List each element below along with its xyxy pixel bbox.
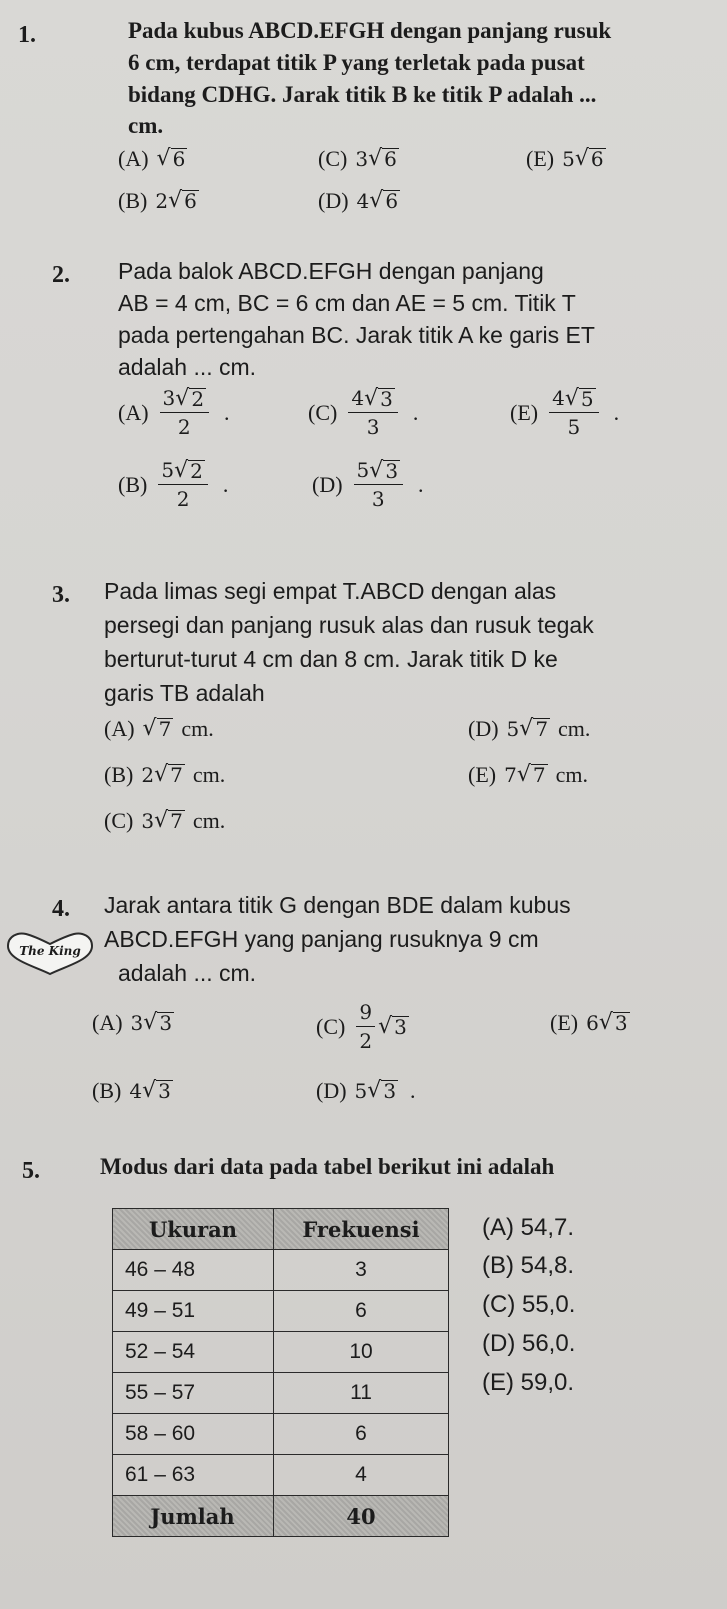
option-e[interactable]: (E) 5 √ 6 [526, 146, 604, 171]
option-d[interactable]: (D) 4 √ 6 [318, 188, 399, 213]
option-c[interactable]: (C) 4 √ 3 3 . [308, 386, 419, 439]
radicand: 6 [590, 147, 604, 171]
table-cell: 61 – 63 [113, 1455, 274, 1496]
option-b[interactable]: (B) 4 √ 3 [92, 1078, 171, 1103]
question-text-line: 6 cm, terdapat titik P yang terletak pada pusat [128, 50, 585, 75]
radicand: 7 [158, 717, 172, 741]
option-e[interactable]: (E) 59,0. [482, 1369, 575, 1396]
question-number: 1. [18, 22, 36, 48]
coefficient: 4 [356, 189, 370, 213]
question-text-line: pada pertengahan BC. Jarak titik A ke garis ET [118, 322, 595, 348]
denominator: 5 [567, 415, 581, 439]
table-row [113, 1373, 449, 1414]
coefficient: 3 [130, 1011, 144, 1035]
table-cell: 10 [274, 1332, 449, 1373]
table-cell: 58 – 60 [113, 1414, 274, 1455]
radicand: 3 [159, 1011, 173, 1035]
table-row [113, 1250, 449, 1291]
question-text-line: ABCD.EFGH yang panjang rusuknya 9 cm [104, 926, 539, 952]
radicand: 6 [172, 147, 186, 171]
option-label: (A) [118, 399, 149, 425]
option-label: (E) [510, 399, 539, 425]
option-label: (D) [312, 471, 343, 497]
radicand: 3 [380, 387, 393, 411]
question-text-line: Pada balok ABCD.EFGH dengan panjang [118, 258, 544, 284]
radicand: 2 [191, 387, 205, 411]
option-label: (A) [104, 716, 135, 741]
table-row [113, 1414, 449, 1455]
table-cell: 4 [274, 1455, 449, 1496]
coefficient: 7 [504, 763, 517, 787]
option-e[interactable]: (E) 7 √ 7 cm. [468, 762, 588, 787]
coefficient: 2 [141, 763, 155, 787]
radicand: 3 [158, 1079, 171, 1103]
option-e[interactable]: (E) 6 √ 3 [550, 1010, 628, 1035]
coefficient: 5 [506, 717, 520, 741]
option-label: (D) [318, 188, 349, 213]
radicand: 7 [535, 717, 549, 741]
table-row [113, 1455, 449, 1496]
option-b[interactable]: (B) 54,8. [482, 1252, 575, 1279]
coefficient: 4 [351, 386, 365, 410]
table-cell: 11 [274, 1373, 449, 1414]
question-text-line: Jarak antara titik G dengan BDE dalam kubus [104, 892, 571, 918]
option-d[interactable]: (D) 5 √ 7 cm. [468, 716, 591, 741]
table-header: Ukuran [113, 1209, 274, 1250]
option-e[interactable]: (E) 4 √ 5 5 . [510, 386, 620, 439]
option-b[interactable]: (B) 2 √ 7 cm. [104, 762, 226, 787]
table-cell: 40 [274, 1496, 449, 1537]
option-d[interactable]: (D) 5 √ 3 3 . [312, 458, 424, 511]
radicand: 5 [580, 387, 594, 411]
option-d[interactable]: (D) 5 √ 3 . [316, 1078, 416, 1103]
option-a[interactable]: (A) 3 √ 3 [92, 1010, 173, 1035]
radicand: 6 [384, 147, 397, 171]
coefficient: 5 [354, 1079, 368, 1103]
coefficient: 4 [552, 386, 565, 410]
the-king-logo [4, 930, 96, 976]
coefficient: 5 [161, 458, 175, 482]
option-label: (A) [92, 1010, 123, 1035]
coefficient: 2 [155, 189, 169, 213]
option-label: (D) [468, 716, 499, 741]
coefficient: 5 [356, 458, 370, 482]
radicand: 7 [532, 763, 546, 787]
question-text-line: garis TB adalah [104, 680, 265, 706]
denominator: 2 [359, 1029, 373, 1053]
option-label: (A) [118, 146, 149, 171]
denominator: 3 [371, 487, 385, 511]
table-cell: 55 – 57 [113, 1373, 274, 1414]
denominator: 2 [177, 415, 191, 439]
option-a[interactable]: (A) 54,7. [482, 1214, 575, 1241]
table-cell: 46 – 48 [113, 1250, 274, 1291]
table-cell: 6 [274, 1291, 449, 1332]
radicand: 3 [383, 1079, 397, 1103]
option-d[interactable]: (D) 56,0. [482, 1330, 576, 1357]
question-text-line: bidang CDHG. Jarak titik B ke titik P adalah ... [128, 82, 597, 107]
option-label: (B) [104, 762, 134, 787]
unit: cm. [181, 716, 214, 741]
question-text-line: persegi dan panjang rusuk alas dan rusuk tegak [104, 612, 594, 638]
question-number: 5. [22, 1158, 40, 1184]
question-number: 3. [52, 582, 70, 608]
option-label: (D) [316, 1078, 347, 1103]
option-label: (C) [104, 808, 134, 833]
option-label: (B) [118, 471, 148, 497]
option-label: (C) [316, 1013, 346, 1039]
question-text-line: cm. [128, 113, 164, 138]
radicand: 3 [394, 1014, 407, 1039]
radicand: 6 [184, 189, 197, 213]
option-label: (E) [526, 146, 555, 171]
radicand: 6 [385, 189, 399, 213]
table-cell: 49 – 51 [113, 1291, 274, 1332]
question-text-line: Pada limas segi empat T.ABCD dengan alas [104, 578, 557, 604]
option-label: (B) [118, 188, 148, 213]
option-a[interactable]: (A) √ 7 cm. [104, 716, 214, 741]
radicand: 3 [385, 459, 399, 483]
coefficient: 5 [562, 147, 575, 171]
denominator: 2 [176, 487, 190, 511]
table-cell: 6 [274, 1414, 449, 1455]
question-number: 2. [52, 262, 70, 288]
table-cell: 3 [274, 1250, 449, 1291]
question-text-line: adalah ... cm. [118, 960, 257, 986]
option-label: (C) [318, 146, 348, 171]
option-c[interactable]: (C) $\frac{9}{2}$ √ 3 [316, 1000, 407, 1053]
question-text-line: Modus dari data pada tabel berikut ini adalah [100, 1154, 555, 1179]
radicand: 7 [170, 763, 183, 787]
option-c[interactable]: (C) 55,0. [482, 1291, 576, 1318]
coefficient: 6 [586, 1011, 599, 1035]
radicand: 3 [614, 1011, 628, 1035]
option-label: (E) [550, 1010, 579, 1035]
table-row [113, 1332, 449, 1373]
table-header: Frekuensi [274, 1209, 449, 1250]
table-cell: 52 – 54 [113, 1332, 274, 1373]
unit: cm. [192, 808, 226, 833]
option-c[interactable]: (C) 3 √ 7 cm. [104, 808, 226, 833]
unit: cm. [555, 762, 588, 787]
unit: cm. [192, 762, 226, 787]
table-header-row [113, 1209, 449, 1250]
unit: cm. [558, 716, 591, 741]
numerator: 9 [356, 1000, 375, 1027]
option-c[interactable]: (C) 3 √ 6 [318, 146, 397, 171]
question-text-line: AB = 4 cm, BC = 6 cm dan AE = 5 cm. Titik T [118, 290, 576, 316]
radicand: 7 [170, 809, 183, 833]
question-text-line: adalah ... cm. [118, 354, 257, 380]
question-number: 4. [52, 896, 70, 922]
table-row [113, 1291, 449, 1332]
option-a[interactable]: (A) √ 6 [118, 146, 186, 171]
option-a[interactable]: (A) 3 √ 2 2 . [118, 386, 230, 439]
frequency-table [112, 1208, 449, 1537]
coefficient: 3 [162, 386, 176, 410]
option-b[interactable]: (B) 2 √ 6 [118, 188, 197, 213]
coefficient: 4 [129, 1079, 143, 1103]
svg-text:The King: The King [19, 944, 81, 958]
option-label: (B) [92, 1078, 122, 1103]
option-label: (E) [468, 762, 497, 787]
option-b[interactable]: (B) 5 √ 2 2 . [118, 458, 229, 511]
question-text-line: Pada kubus ABCD.EFGH dengan panjang rusuk [128, 18, 612, 43]
coefficient: 3 [141, 809, 155, 833]
option-label: (C) [308, 399, 338, 425]
denominator: 3 [366, 415, 380, 439]
coefficient: 3 [355, 147, 369, 171]
table-cell: Jumlah [113, 1496, 274, 1537]
table-total-row [113, 1496, 449, 1537]
question-text-line: berturut-turut 4 cm dan 8 cm. Jarak titik D ke [104, 646, 558, 672]
radicand: 2 [190, 459, 203, 483]
